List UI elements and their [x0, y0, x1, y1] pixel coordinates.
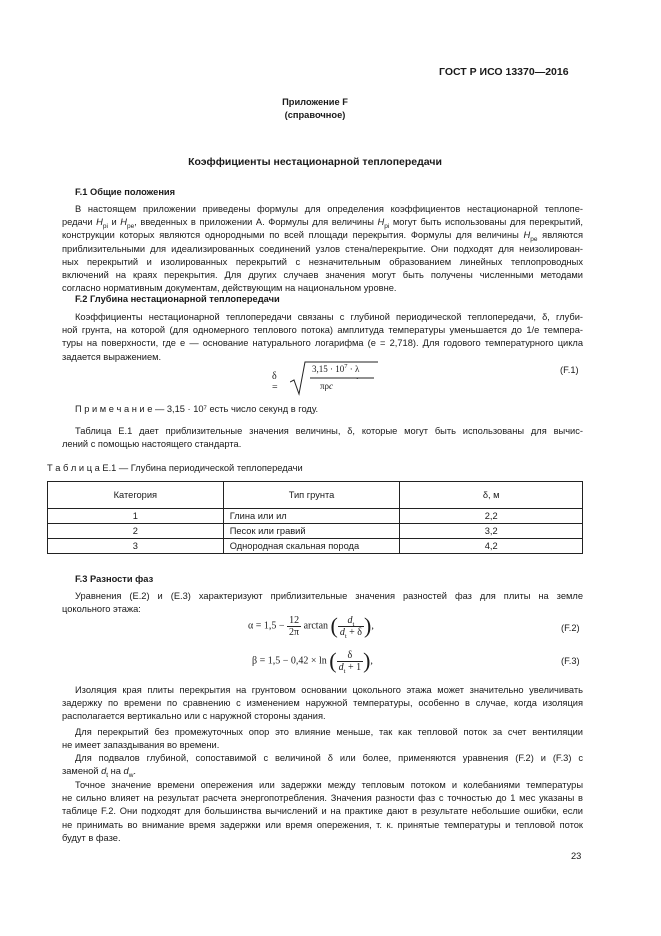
text-line: будут в фазе. — [62, 832, 121, 843]
standard-header: ГОСТ Р ИСО 13370—2016 — [439, 66, 569, 78]
text-line: лений с помощью настоящего стандарта. — [62, 439, 242, 450]
text-line: цокольного этажа: — [62, 604, 141, 615]
table-cell: Однородная скальная порода — [223, 539, 400, 554]
text-line: Таблица Е.1 дает приблизительные значения величины, δ, которые могут быть использованы для вычис- — [75, 426, 583, 436]
table-header-row — [48, 482, 583, 509]
text-line: располагается вертикально или с наружной стороны здания. — [62, 711, 326, 722]
text-line: не принимать во внимание время задержки или время опережения, т. к. принятые температуры и тепловой поток — [62, 819, 583, 830]
table-cell: 3,2 — [400, 524, 583, 539]
table-header-cell: δ, м — [400, 482, 583, 509]
section-heading-f1: F.1 Общие положения — [75, 187, 176, 197]
text-line: редачи $H_{pi}$ и $H_{pe}$, введенных в приложении А. Формулы для величины $H_{pi}$ могут быть использованы для перекрытий, — [62, 217, 584, 231]
text-line: Для перекрытий без промежуточных опор это влияние меньше, так как тепловой поток за счет вентиляции — [75, 727, 583, 737]
table-cell: 4,2 — [400, 539, 583, 554]
text-line: ной грунта, на которой (для одномерного теплового потока) амплитуда температуры уменьшается до 1/е темпера- — [62, 325, 583, 336]
table-cell: 1 — [48, 509, 224, 524]
section-f3-p2 — [62, 726, 583, 752]
depth-table — [47, 481, 583, 554]
formula-f2-number: (F.2) — [561, 623, 580, 633]
text-line: задается выражением. — [62, 351, 162, 362]
table-cell: Глина или ил — [223, 509, 400, 524]
main-title: Коэффициенты нестационарной теплопередачи — [188, 156, 442, 168]
table-caption-label: Т а б л и ц а — [47, 463, 100, 473]
formula-f3: β = 1,5 − 0,42 × ln ( $\frac{\delta}{d_t + 1}$ ), — [252, 648, 373, 675]
section-f3-p4 — [62, 779, 583, 845]
section-heading-f3: F.3 Разности фаз — [75, 574, 154, 584]
table-caption-text: Е.1 — Глубина периодической теплопередачи — [99, 463, 303, 473]
text-line: Уравнения (Е.2) и (Е.3) характеризуют приблизительные значения разностей фаз для плиты на земле — [75, 591, 583, 601]
text-line: Для подвалов глубиной, сопоставимой с величиной δ или более, применяются уравнения (F.2) и (F.3) с — [75, 753, 583, 763]
table-row — [48, 509, 583, 524]
text-line: В настоящем приложении приведены формулы для определения коэффициентов нестационарной теплопе- — [75, 204, 583, 214]
formula-f2: α = 1,5 − $\frac{12}{2\pi}$ arctan ( $\frac{d_t}{d_t + \delta}$ ), — [248, 613, 374, 640]
text-line: не сильно влияет на результат расчета энергопотребления. Значения разности фаз с точностью до 1 мес указаны в — [62, 793, 583, 804]
text-line: конструкции которых являются однородными по всей площади перекрытия. Формулы для величины $H_{pe}$ являются — [62, 230, 583, 244]
text-line: не имеет запаздывания во времени. — [62, 740, 220, 751]
table-header-cell: Категория — [48, 482, 224, 509]
section-f3-p3 — [62, 752, 583, 778]
table-cell: Песок или гравий — [223, 524, 400, 539]
appendix-title: Приложение F — [282, 97, 348, 107]
table-cell: 3 — [48, 539, 224, 554]
section-f3-p1 — [62, 684, 583, 724]
text-line: Изоляция края плиты перекрытия на грунтовом основании цокольного этажа может значительно увеличивать — [75, 685, 583, 695]
text-line: задержку по времени по сравнению с изменением наружной температуры, особенно в случае, когда изоляция — [62, 698, 583, 709]
table-caption — [47, 462, 303, 475]
page-number: 23 — [571, 851, 582, 861]
note-label: П р и м е ч а н и е — [75, 404, 153, 414]
table-cell: 2,2 — [400, 509, 583, 524]
table-cell: 2 — [48, 524, 224, 539]
text-line: Коэффициенты нестационарной теплопередачи связаны с глубиной периодической теплопередачи, δ, глуби- — [75, 312, 583, 322]
section-f1-text — [62, 203, 583, 295]
text-line: туры на поверхности, где е — основание натурального логарифма (е = 2,718). Для годового температурного цикла — [62, 338, 583, 349]
section-f2-text — [62, 311, 583, 364]
table-reference-text — [62, 425, 583, 451]
text-line: включений на краях перекрытия. Для других случаев значения могут быть получены численными методами — [62, 269, 583, 280]
text-line: заменой $d_t$ на $d_w$. — [62, 766, 137, 780]
formula-f1-number: (F.1) — [560, 365, 579, 375]
note-text: — 3,15 · 10⁷ есть число секунд в году. — [152, 404, 319, 414]
text-line: Точное значение времени опережения или задержки между тепловым потоком и колебаниями температуры — [75, 780, 583, 790]
text-line: приблизительными для идеализированных соединений узлов стена/перекрытие. Они подходят для неизолирован- — [62, 243, 583, 254]
text-line: таблице F.2. Они подходят для большинства вычислений и на практике дают в результате небольшие ошибки, если — [62, 806, 583, 817]
text-line: ных перекрытий и изолированных перекрытий с незначительным образованием линейных теплопроводных — [62, 256, 583, 267]
text-line: согласно нормативным документам, действующим на национальном уровне. — [62, 283, 397, 294]
note — [75, 403, 318, 416]
table-header-cell: Тип грунта — [223, 482, 400, 509]
table-row — [48, 539, 583, 554]
appendix-subtitle: (справочное) — [284, 110, 346, 120]
section-heading-f2: F.2 Глубина нестационарной теплопередачи — [75, 294, 280, 304]
formula-f3-number: (F.3) — [561, 656, 580, 666]
table-row — [48, 524, 583, 539]
